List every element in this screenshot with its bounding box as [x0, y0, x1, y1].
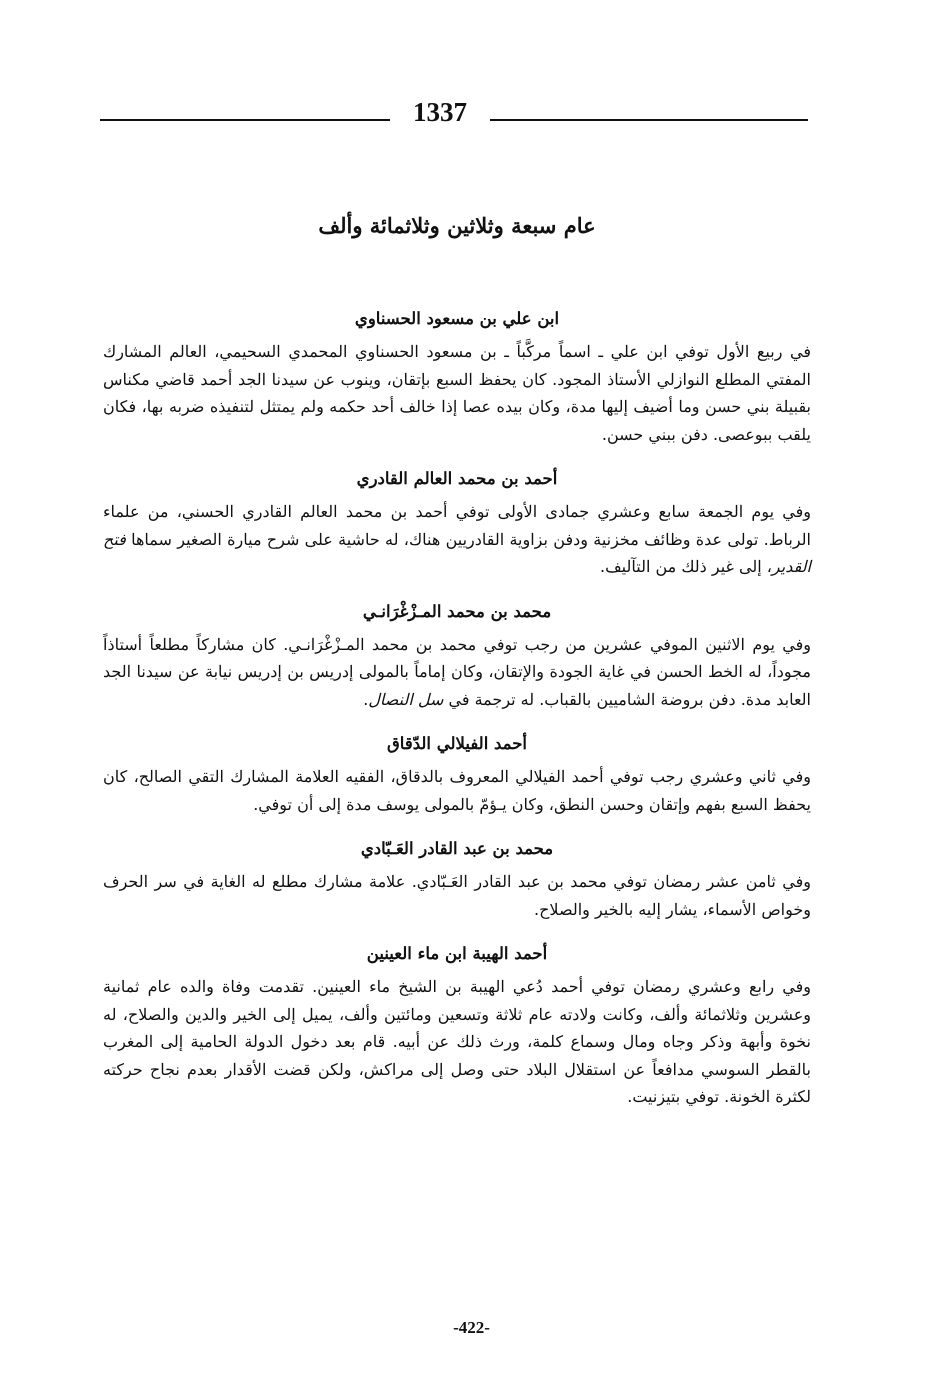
chapter-title: عام سبعة وثلاثين وثلاثمائة وألف [318, 213, 596, 238]
entry-text-part: . [363, 689, 369, 709]
entry-text-part: وفي يوم الجمعة سابع وعشري جمادى الأولى توفي أحمد بن محمد العالم القادري الحسني، من علماء الرباط. تولى عدة وظائف مخزنية ودفن بزاوية القادريين هناك، له حاشية على شرح ميارة الصغير سماها [103, 502, 811, 549]
entry-title: أحمد الهيبة ابن ماء العينين [366, 944, 548, 963]
entry-2 [103, 462, 811, 581]
entry-title: محمد بن عبد القادر العَـبّادي [360, 839, 554, 858]
header-rule-left [100, 119, 390, 121]
entry-text-part: وفي يوم الاثنين الموفي عشرين من رجب توفي محمد بن محمد المـزْغْرَانـي. كان مشاركاً مطلعاً أستاذاً مجوداً، له الخط الحسن في غاية الجودة والإتقان، وكان إماماً بالمولى إدريس بن إدريس نيابة عن سيدنا الجد العابد مدة. دفن بروضة الشاميين بالقباب. له ترجمة في [103, 634, 811, 709]
page-number: -422- [453, 1318, 490, 1337]
entry-text: في ربيع الأول توفي ابن علي ـ اسماً مركَّباً ـ بن مسعود الحسناوي المحمدي السحيمي، العالم المشارك المفتي المطلع النوازلي الأستاذ المجود. كان يحفظ السبع بإتقان، وينوب عن سيدنا الجد أحمد قاضي مكناس بقبيلة بني حسن وما أضيف إليها مدة، وكان بيده عصا إذا خالف أحد حكمه ولم يمتثل لتنفيذه ضربه بها، فكان يلقب ببوعصى. دفن ببني حسن. [103, 342, 811, 444]
page-header [100, 92, 808, 132]
entry-3 [103, 595, 811, 714]
entry-4 [103, 727, 811, 818]
header-rule-right [490, 119, 808, 121]
entry-6 [103, 937, 811, 1111]
entry-text [103, 631, 811, 714]
header-year: 1337 [413, 97, 467, 127]
entry-text: وفي ثامن عشر رمضان توفي محمد بن عبد القادر العَـبّادي. علامة مشارك مطلع له الغاية في سر الحرف وخواص الأسماء، يشار إليه بالخير والصلاح. [103, 872, 812, 919]
book-title: سل النصال [368, 689, 444, 709]
entry-text-part: ، إلى غير ذلك من التآليف. [600, 557, 772, 576]
book-title: فتح القدير [103, 529, 811, 576]
entry-text: وفي ثاني وعشري رجب توفي أحمد الفيلالي المعروف بالدقاق، الفقيه العلامة المشارك التقي الصالح، كان يحفظ السبع بفهم وإتقان وحسن النطق، وكان يـؤمّ بالمولى يوسف مدة إلى أن توفي. [103, 767, 811, 814]
entry-title: ابن علي بن مسعود الحسناوي [354, 309, 560, 328]
entry-title: أحمد الفيلالي الدّقاق [386, 734, 528, 753]
entry-text [103, 498, 811, 581]
entry-1 [103, 302, 811, 448]
entry-5 [103, 832, 811, 923]
entry-text: وفي رابع وعشري رمضان توفي أحمد دُعي الهيبة بن الشيخ ماء العينين. تقدمت وفاة والده عام ثمانية وعشرين وثلاثمائة وألف، وكانت ولادته عام ثلاثة وتسعين ومائتين وألف، يميل إلى الخير والدين والصلاح، له نخوة وأبهة وذكر وجاه ومال وسماع كلمة، ورث ذلك عن أبيه. قام بعد دخول الدولة الحامية إلى المغرب بالقطر السوسي مدافعاً عن استقلال البلاد حتى وصل إلى مراكش، ولكن قضت الأقدار بعدم نجاح حركته لكثرة الخونة. توفي بتيزنيت. [103, 977, 811, 1106]
page-content [103, 200, 811, 1125]
entry-title: محمد بن محمد المـزْغْرَانـي [362, 601, 552, 621]
entry-title: أحمد بن محمد العالم القادري [356, 469, 558, 488]
